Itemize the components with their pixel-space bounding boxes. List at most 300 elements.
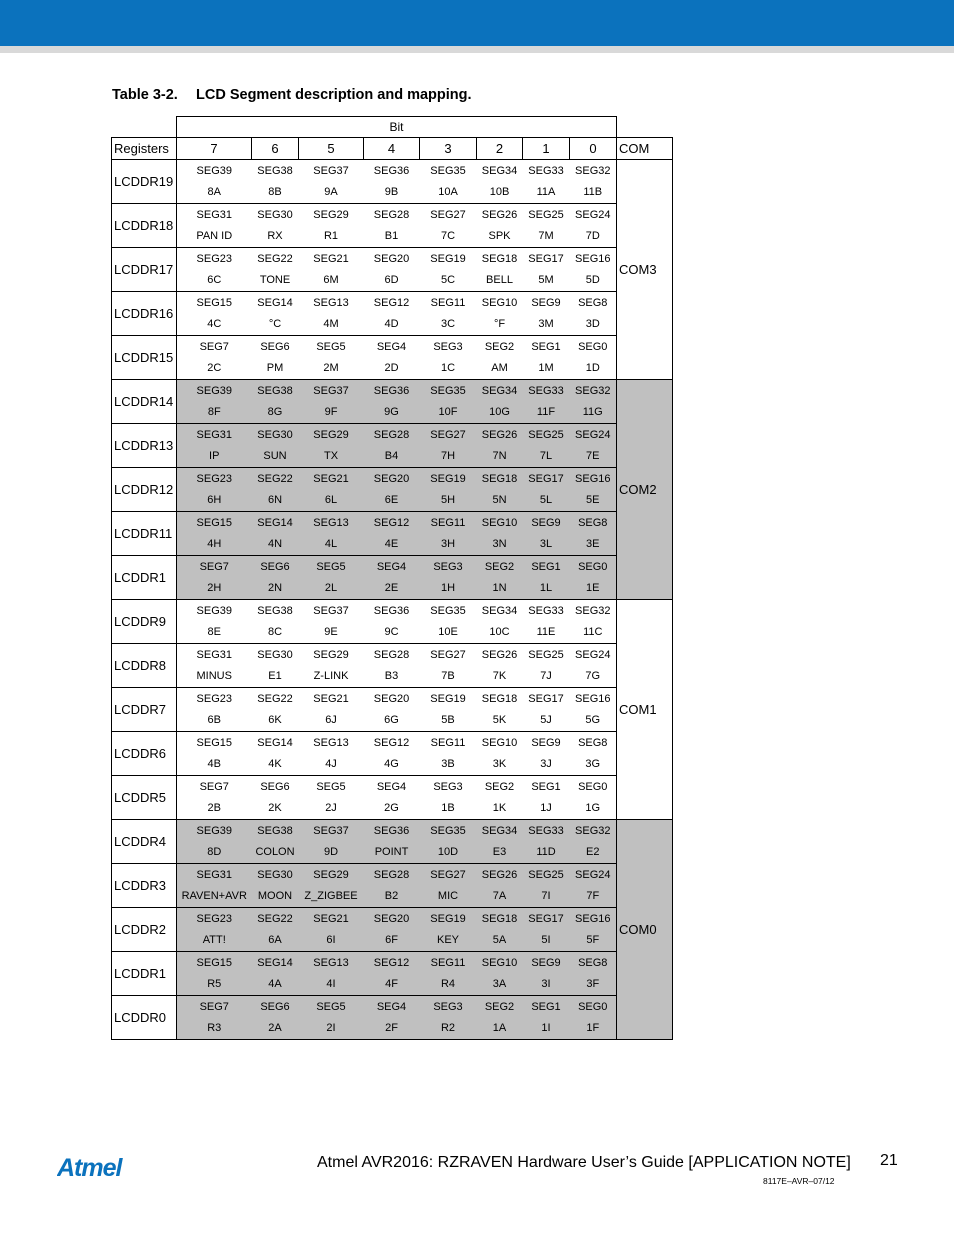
segment-id: SEG33	[528, 604, 564, 617]
segment-cell	[570, 512, 617, 556]
segment-cell	[177, 424, 252, 468]
segment-id: SEG2	[484, 560, 515, 573]
segment-cell	[252, 204, 299, 248]
segment-mapping: 10A	[438, 185, 458, 198]
register-name: LCDDR2	[112, 908, 177, 952]
segment-cell	[299, 820, 364, 864]
segment-mapping: 8E	[207, 625, 221, 638]
segment-id: SEG10	[481, 956, 518, 969]
segment-id: SEG27	[430, 648, 466, 661]
segment-id: SEG4	[376, 780, 407, 793]
table-row	[112, 732, 673, 776]
header-bit-4: 4	[364, 138, 420, 160]
segment-mapping: Z_ZIGBEE	[304, 889, 358, 902]
segment-cell	[570, 292, 617, 336]
segment-mapping: 3L	[539, 537, 553, 550]
segment-mapping: 2E	[384, 581, 399, 594]
segment-cell	[523, 160, 570, 204]
table-row	[112, 248, 673, 292]
table-row	[112, 556, 673, 600]
segment-id: SEG36	[373, 824, 410, 837]
segment-id: SEG28	[373, 428, 410, 441]
segment-mapping: R5	[207, 977, 222, 990]
segment-cell	[177, 600, 252, 644]
segment-mapping: 6H	[207, 493, 222, 506]
segment-id: SEG12	[373, 516, 410, 529]
segment-cell	[364, 820, 420, 864]
register-name: LCDDR13	[112, 424, 177, 468]
segment-cell	[523, 204, 570, 248]
segment-cell	[420, 248, 477, 292]
segment-id: SEG0	[578, 1000, 608, 1013]
segment-mapping: 7A	[492, 889, 507, 902]
segment-id: SEG18	[481, 472, 518, 485]
segment-id: SEG3	[433, 340, 463, 353]
segment-cell	[523, 248, 570, 292]
segment-cell	[177, 732, 252, 776]
segment-cell	[177, 160, 252, 204]
segment-id: SEG26	[481, 648, 518, 661]
segment-mapping: 1F	[586, 1021, 600, 1034]
segment-cell	[299, 688, 364, 732]
segment-mapping: 2D	[384, 361, 399, 374]
segment-mapping: 1G	[585, 801, 601, 814]
segment-cell	[477, 996, 523, 1040]
segment-id: SEG35	[430, 384, 466, 397]
segment-mapping: 6B	[207, 713, 221, 726]
segment-cell	[420, 908, 477, 952]
segment-cell	[523, 336, 570, 380]
segment-id: SEG4	[376, 340, 407, 353]
segment-id: SEG24	[575, 868, 611, 881]
segment-mapping: 2A	[268, 1021, 282, 1034]
segment-id: SEG17	[528, 912, 564, 925]
segment-id: SEG31	[196, 208, 232, 221]
register-name: LCDDR9	[112, 600, 177, 644]
segment-cell	[523, 380, 570, 424]
segment-cell	[570, 952, 617, 996]
segment-cell	[523, 688, 570, 732]
segment-mapping: IP	[209, 449, 220, 462]
segment-id: SEG2	[484, 1000, 515, 1013]
segment-mapping: 2N	[267, 581, 283, 594]
segment-cell	[570, 160, 617, 204]
segment-id: SEG1	[531, 560, 561, 573]
segment-id: SEG14	[257, 296, 293, 309]
register-name: LCDDR19	[112, 160, 177, 204]
segment-cell	[420, 820, 477, 864]
segment-id: SEG7	[199, 560, 229, 573]
segment-mapping: 5G	[585, 713, 601, 726]
segment-cell	[523, 820, 570, 864]
segment-mapping: 5B	[441, 713, 455, 726]
segment-cell	[570, 468, 617, 512]
segment-cell	[364, 600, 420, 644]
com-label: COM2	[617, 380, 673, 600]
table-row	[112, 512, 673, 556]
segment-cell	[477, 512, 523, 556]
segment-cell	[364, 952, 420, 996]
segment-mapping: °F	[493, 317, 506, 330]
segment-mapping: SPK	[488, 229, 511, 242]
segment-mapping: 9E	[324, 625, 338, 638]
segment-id: SEG13	[313, 956, 349, 969]
segment-cell	[364, 292, 420, 336]
segment-mapping: 9F	[324, 405, 338, 418]
segment-mapping: 1C	[440, 361, 456, 374]
segment-cell	[364, 336, 420, 380]
segment-id: SEG0	[578, 780, 608, 793]
segment-id: SEG4	[376, 560, 407, 573]
segment-mapping: PAN ID	[196, 229, 233, 242]
header-bit-3: 3	[420, 138, 477, 160]
segment-mapping: 9B	[384, 185, 399, 198]
segment-id: SEG13	[313, 296, 349, 309]
segment-id: SEG20	[373, 692, 410, 705]
segment-cell	[364, 644, 420, 688]
segment-id: SEG27	[430, 428, 466, 441]
segment-cell	[570, 424, 617, 468]
segment-cell	[364, 468, 420, 512]
segment-id: SEG24	[575, 208, 611, 221]
segment-mapping: 11G	[582, 405, 603, 418]
segment-cell	[420, 864, 477, 908]
segment-mapping: 4F	[385, 977, 398, 990]
segment-id: SEG39	[196, 384, 232, 397]
segment-id: SEG37	[313, 384, 349, 397]
segment-cell	[299, 160, 364, 204]
segment-mapping: 6E	[384, 493, 399, 506]
segment-cell	[252, 908, 299, 952]
segment-cell	[299, 248, 364, 292]
segment-mapping: 1J	[540, 801, 552, 814]
segment-mapping: 5I	[541, 933, 551, 946]
segment-cell	[523, 424, 570, 468]
segment-id: SEG6	[260, 340, 290, 353]
segment-cell	[177, 908, 252, 952]
segment-id: SEG3	[433, 780, 463, 793]
segment-cell	[477, 248, 523, 292]
register-name: LCDDR15	[112, 336, 177, 380]
segment-mapping: ATT!	[202, 933, 226, 946]
header-bit-5: 5	[299, 138, 364, 160]
segment-mapping: 6F	[385, 933, 398, 946]
segment-cell	[420, 996, 477, 1040]
segment-mapping: R3	[207, 1021, 222, 1034]
segment-mapping: 4L	[324, 537, 338, 550]
segment-mapping: 11E	[536, 625, 556, 638]
segment-cell	[252, 600, 299, 644]
segment-id: SEG10	[481, 296, 518, 309]
segment-mapping: 5D	[585, 273, 600, 286]
segment-cell	[252, 468, 299, 512]
segment-cell	[299, 644, 364, 688]
segment-mapping: 9G	[384, 405, 399, 418]
segment-mapping: TONE	[259, 273, 291, 286]
segment-id: SEG13	[313, 516, 349, 529]
segment-cell	[177, 468, 252, 512]
segment-id: SEG28	[373, 208, 410, 221]
segment-id: SEG1	[531, 780, 561, 793]
segment-cell	[177, 336, 252, 380]
table-caption-label: Table 3-2.	[112, 87, 178, 103]
segment-id: SEG12	[373, 296, 410, 309]
table-row	[112, 952, 673, 996]
segment-cell	[252, 248, 299, 292]
segment-cell	[523, 512, 570, 556]
segment-id: SEG8	[578, 956, 608, 969]
segment-cell	[299, 556, 364, 600]
segment-cell	[523, 556, 570, 600]
header-com: COM	[617, 138, 673, 160]
table-row	[112, 820, 673, 864]
segment-cell	[523, 292, 570, 336]
header-blank-cell	[112, 117, 177, 138]
segment-mapping: 4M	[323, 317, 339, 330]
segment-mapping: 7G	[585, 669, 601, 682]
segment-cell	[570, 204, 617, 248]
segment-id: SEG26	[481, 428, 518, 441]
register-name: LCDDR4	[112, 820, 177, 864]
segment-mapping: 10G	[489, 405, 510, 418]
segment-cell	[364, 424, 420, 468]
segment-mapping: 1I	[541, 1021, 551, 1034]
segment-id: SEG10	[481, 736, 518, 749]
segment-mapping: 5N	[492, 493, 507, 506]
segment-id: SEG15	[196, 516, 232, 529]
segment-cell	[523, 468, 570, 512]
segment-id: SEG36	[373, 384, 410, 397]
segment-id: SEG9	[531, 296, 561, 309]
segment-mapping: 3J	[540, 757, 552, 770]
segment-id: SEG34	[481, 384, 518, 397]
register-name: LCDDR17	[112, 248, 177, 292]
segment-id: SEG8	[578, 296, 608, 309]
register-name: LCDDR1	[112, 952, 177, 996]
register-name: LCDDR0	[112, 996, 177, 1040]
segment-id: SEG31	[196, 648, 232, 661]
segment-id: SEG28	[373, 868, 410, 881]
segment-mapping: 3H	[440, 537, 456, 550]
segment-mapping: 1A	[492, 1021, 507, 1034]
segment-id: SEG27	[430, 208, 466, 221]
segment-id: SEG32	[575, 824, 611, 837]
segment-mapping: 3F	[586, 977, 600, 990]
segment-mapping: 4A	[268, 977, 282, 990]
segment-mapping: 7J	[540, 669, 552, 682]
segment-mapping: 6C	[207, 273, 222, 286]
segment-cell	[477, 468, 523, 512]
segment-cell	[252, 160, 299, 204]
segment-mapping: 10E	[438, 625, 458, 638]
segment-id: SEG14	[257, 516, 293, 529]
segment-cell	[177, 952, 252, 996]
segment-id: SEG15	[196, 296, 232, 309]
segment-id: SEG24	[575, 428, 611, 441]
top-bar	[0, 0, 954, 46]
segment-id: SEG32	[575, 604, 611, 617]
segment-cell	[570, 556, 617, 600]
segment-id: SEG21	[313, 912, 349, 925]
segment-mapping: B3	[384, 669, 399, 682]
segment-cell	[477, 556, 523, 600]
segment-mapping: R2	[440, 1021, 456, 1034]
segment-id: SEG0	[578, 560, 608, 573]
segment-id: SEG15	[196, 956, 232, 969]
segment-mapping: 6L	[324, 493, 338, 506]
segment-mapping: 5H	[440, 493, 456, 506]
segment-cell	[420, 512, 477, 556]
table-caption	[112, 87, 472, 103]
segment-id: SEG23	[196, 472, 232, 485]
header-registers: Registers	[112, 138, 177, 160]
segment-id: SEG22	[257, 472, 293, 485]
segment-id: SEG33	[528, 164, 564, 177]
register-name: LCDDR8	[112, 644, 177, 688]
segment-cell	[523, 644, 570, 688]
table-row	[112, 864, 673, 908]
segment-cell	[252, 424, 299, 468]
segment-cell	[177, 864, 252, 908]
segment-mapping: SUN	[263, 449, 287, 462]
segment-id: SEG5	[316, 1000, 346, 1013]
segment-mapping: 6M	[323, 273, 339, 286]
segment-mapping: 4I	[326, 977, 336, 990]
segment-id: SEG21	[313, 252, 349, 265]
segment-cell	[177, 776, 252, 820]
segment-id: SEG8	[578, 516, 608, 529]
register-name: LCDDR14	[112, 380, 177, 424]
segment-id: SEG31	[196, 868, 232, 881]
segment-mapping: 8G	[267, 405, 283, 418]
segment-mapping: 1D	[585, 361, 600, 374]
segment-id: SEG37	[313, 604, 349, 617]
segment-id: SEG25	[528, 648, 564, 661]
segment-cell	[252, 380, 299, 424]
segment-cell	[420, 160, 477, 204]
segment-mapping: 5J	[540, 713, 552, 726]
segment-mapping: 2L	[324, 581, 338, 594]
segment-cell	[177, 688, 252, 732]
segment-mapping: 1L	[539, 581, 553, 594]
header-bit: Bit	[177, 117, 617, 138]
segment-mapping: R4	[440, 977, 456, 990]
segment-mapping: 5K	[492, 713, 507, 726]
segment-cell	[420, 776, 477, 820]
segment-mapping: 5F	[586, 933, 600, 946]
segment-id: SEG21	[313, 692, 349, 705]
segment-id: SEG29	[313, 868, 349, 881]
segment-mapping: 10B	[489, 185, 510, 198]
segment-mapping: 3K	[492, 757, 507, 770]
segment-id: SEG18	[481, 692, 518, 705]
segment-cell	[177, 996, 252, 1040]
segment-id: SEG16	[575, 472, 611, 485]
segment-mapping: 3G	[585, 757, 601, 770]
segment-id: SEG5	[316, 780, 346, 793]
segment-cell	[252, 292, 299, 336]
segment-cell	[177, 512, 252, 556]
segment-mapping: 10F	[438, 405, 458, 418]
segment-mapping: 11A	[536, 185, 556, 198]
segment-mapping: 7I	[541, 889, 551, 902]
segment-id: SEG27	[430, 868, 466, 881]
table-row	[112, 292, 673, 336]
segment-mapping: 8C	[267, 625, 283, 638]
segment-mapping: 2H	[207, 581, 222, 594]
header-bit-7: 7	[177, 138, 252, 160]
segment-id: SEG1	[531, 340, 561, 353]
register-name: LCDDR18	[112, 204, 177, 248]
segment-id: SEG25	[528, 428, 564, 441]
header-bit-2: 2	[477, 138, 523, 160]
segment-mapping: 2J	[325, 801, 337, 814]
segment-mapping: 3E	[586, 537, 600, 550]
segment-cell	[177, 248, 252, 292]
segment-cell	[570, 644, 617, 688]
segment-mapping: TX	[323, 449, 339, 462]
segment-id: SEG23	[196, 912, 232, 925]
segment-id: SEG18	[481, 912, 518, 925]
segment-mapping: 3A	[492, 977, 507, 990]
table-row	[112, 468, 673, 512]
segment-id: SEG11	[430, 956, 466, 969]
segment-cell	[252, 820, 299, 864]
segment-cell	[299, 908, 364, 952]
segment-mapping: B4	[384, 449, 399, 462]
segment-id: SEG16	[575, 252, 611, 265]
segment-id: SEG6	[260, 780, 290, 793]
segment-cell	[177, 644, 252, 688]
segment-cell	[299, 292, 364, 336]
table-row	[112, 380, 673, 424]
segment-cell	[477, 776, 523, 820]
segment-id: SEG22	[257, 912, 293, 925]
header-bit-6: 6	[252, 138, 299, 160]
segment-id: SEG6	[260, 1000, 290, 1013]
segment-id: SEG38	[257, 164, 293, 177]
segment-mapping: 3N	[492, 537, 507, 550]
segment-mapping: 10C	[489, 625, 510, 638]
com-label: COM0	[617, 820, 673, 1040]
register-name: LCDDR3	[112, 864, 177, 908]
segment-cell	[570, 248, 617, 292]
segment-id: SEG9	[531, 956, 561, 969]
segment-mapping: 5E	[586, 493, 600, 506]
segment-cell	[570, 820, 617, 864]
segment-id: SEG33	[528, 824, 564, 837]
segment-id: SEG30	[257, 428, 293, 441]
segment-cell	[252, 996, 299, 1040]
segment-cell	[477, 688, 523, 732]
segment-cell	[177, 556, 252, 600]
segment-id: SEG19	[430, 252, 466, 265]
segment-mapping: 1M	[538, 361, 554, 374]
segment-cell	[364, 248, 420, 292]
segment-id: SEG2	[484, 340, 515, 353]
segment-mapping: 4G	[384, 757, 399, 770]
segment-id: SEG7	[199, 1000, 229, 1013]
segment-cell	[364, 512, 420, 556]
segment-id: SEG11	[430, 516, 466, 529]
table-row	[112, 600, 673, 644]
segment-mapping: 8D	[207, 845, 222, 858]
segment-id: SEG24	[575, 648, 611, 661]
lcd-segment-table	[111, 116, 673, 1040]
segment-cell	[299, 204, 364, 248]
segment-id: SEG7	[199, 340, 229, 353]
segment-id: SEG11	[430, 736, 466, 749]
